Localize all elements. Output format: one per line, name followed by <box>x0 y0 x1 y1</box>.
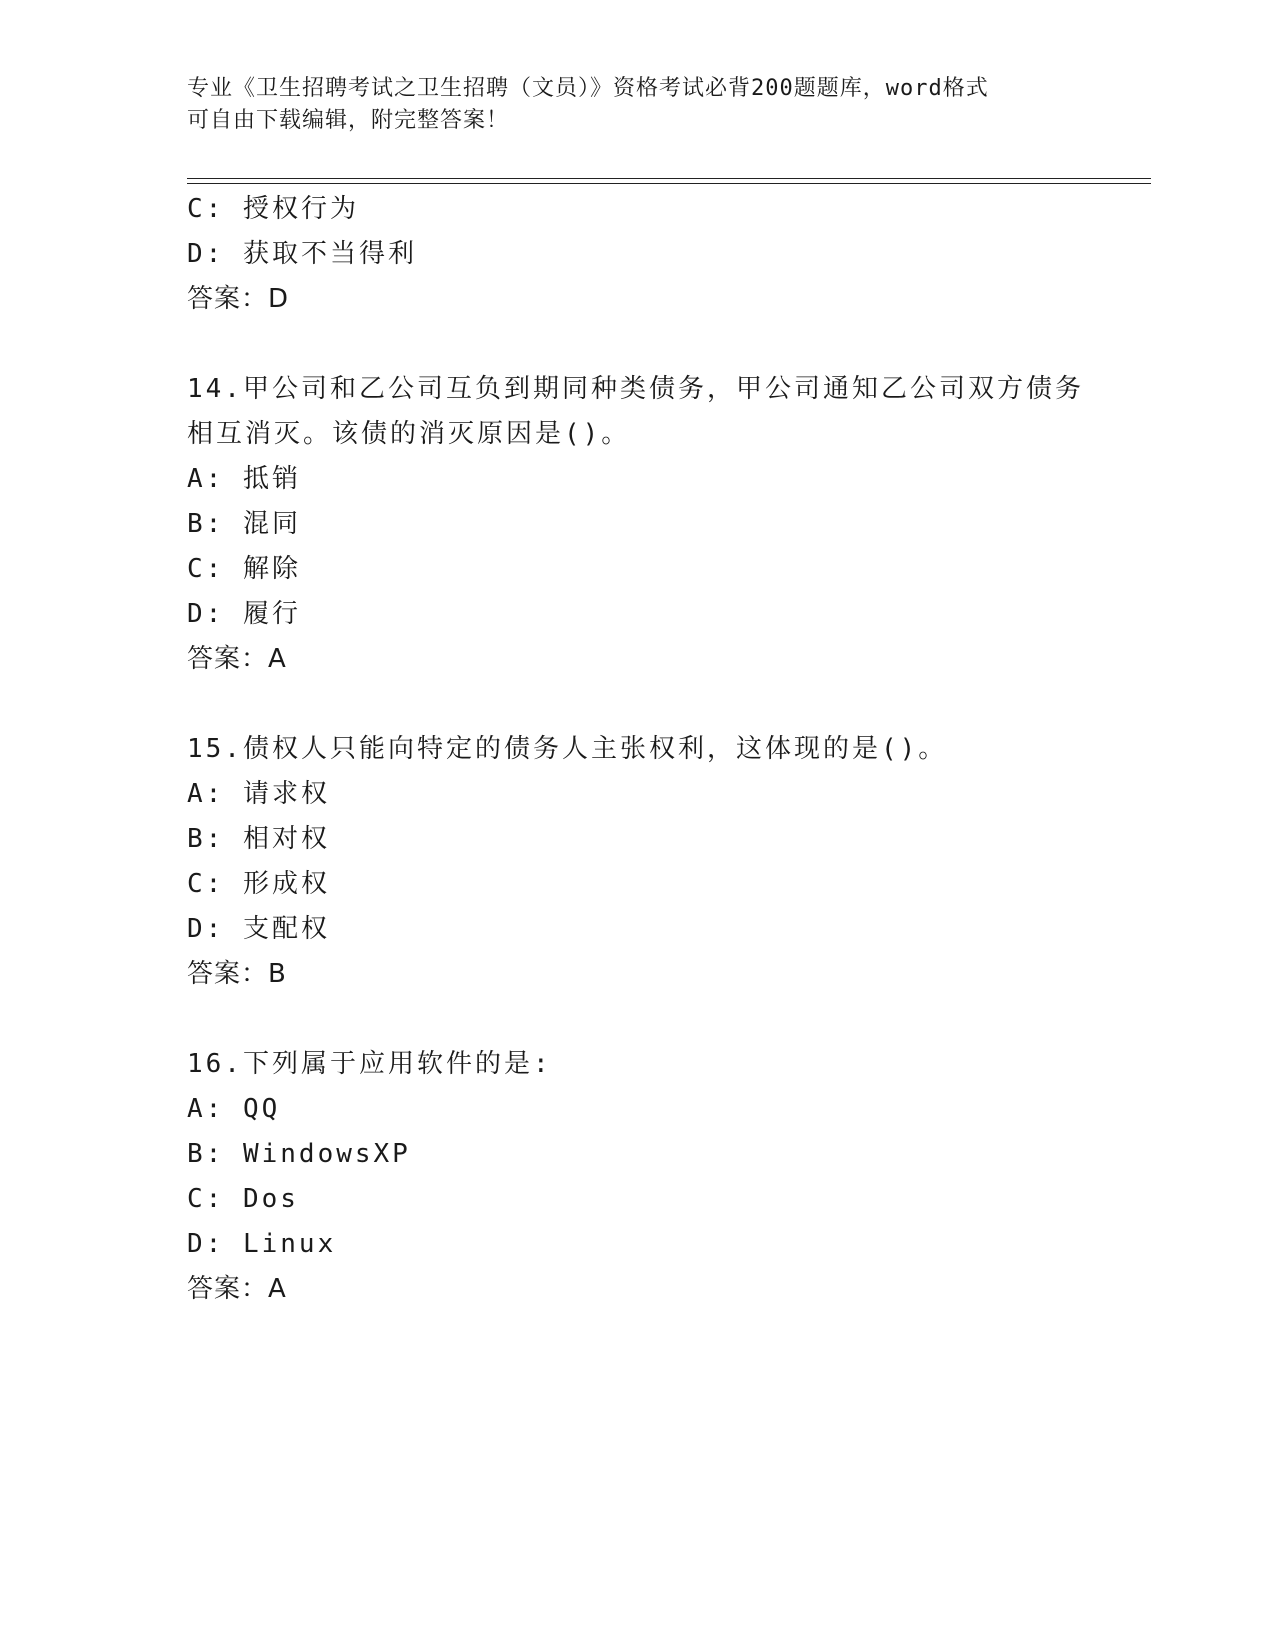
q13-option-c: C: 授权行为 <box>187 194 359 224</box>
q14-stem-line-1: 14.甲公司和乙公司互负到期同种类债务，甲公司通知乙公司双方债务 <box>187 374 1084 404</box>
q14-option-a: A: 抵销 <box>187 464 301 494</box>
q13-answer: 答案：D <box>187 284 290 314</box>
header-divider-bottom <box>187 183 1151 184</box>
q14-answer: 答案：A <box>187 644 287 674</box>
header-title-line-1: 专业《卫生招聘考试之卫生招聘（文员）》资格考试必背200题题库，word格式 <box>187 76 989 101</box>
q16-option-c: C: Dos <box>187 1184 299 1214</box>
q15-option-c: C: 形成权 <box>187 869 330 899</box>
q15-option-d: D: 支配权 <box>187 914 330 944</box>
q16-option-d: D: Linux <box>187 1229 337 1259</box>
q16-answer: 答案：A <box>187 1274 287 1304</box>
q14-option-b: B: 混同 <box>187 509 301 539</box>
q14-stem-line-2: 相互消灭。该债的消灭原因是()。 <box>187 419 631 449</box>
q15-option-a: A: 请求权 <box>187 779 330 809</box>
q16-option-b: B: WindowsXP <box>187 1139 411 1169</box>
q16-stem: 16.下列属于应用软件的是: <box>187 1049 552 1079</box>
header-divider-top <box>187 178 1151 179</box>
q15-stem: 15.债权人只能向特定的债务人主张权利，这体现的是()。 <box>187 734 948 764</box>
q15-option-b: B: 相对权 <box>187 824 330 854</box>
q13-option-d: D: 获取不当得利 <box>187 239 417 269</box>
header-title-line-2: 可自由下载编辑，附完整答案！ <box>187 108 510 133</box>
q14-option-c: C: 解除 <box>187 554 301 584</box>
page-header <box>187 73 1087 137</box>
q15-answer: 答案：B <box>187 959 287 989</box>
q14-option-d: D: 履行 <box>187 599 301 629</box>
q16-option-a: A: QQ <box>187 1094 281 1124</box>
